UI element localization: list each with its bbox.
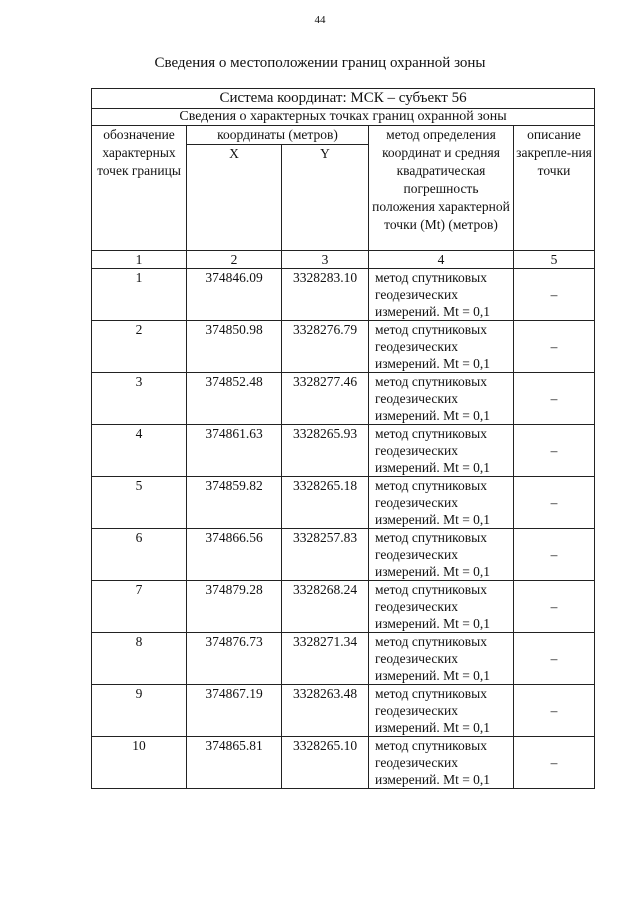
x-coordinate-cell: 374876.73 [187, 633, 282, 685]
y-coordinate-cell: 3328257.83 [282, 529, 369, 581]
column-number: 5 [514, 251, 595, 269]
x-coordinate-cell: 374867.19 [187, 685, 282, 737]
point-number-cell: 8 [92, 633, 187, 685]
y-coordinate-cell: 3328271.34 [282, 633, 369, 685]
column-number: 4 [369, 251, 514, 269]
point-number-cell: 2 [92, 321, 187, 373]
header-description: описание закрепле-ния точки [514, 126, 595, 251]
y-coordinate-cell: 3328283.10 [282, 269, 369, 321]
description-cell: – [514, 373, 595, 425]
header-x: X [187, 145, 282, 251]
x-coordinate-cell: 374859.82 [187, 477, 282, 529]
page-number: 44 [314, 14, 326, 26]
header-y: Y [282, 145, 369, 251]
point-number-cell: 6 [92, 529, 187, 581]
method-cell: метод спутниковых геодезических измерений. Mt = 0,1 [369, 685, 514, 737]
point-number-cell: 3 [92, 373, 187, 425]
method-cell: метод спутниковых геодезических измерений. Mt = 0,1 [369, 425, 514, 477]
table-row [92, 581, 595, 633]
y-coordinate-cell: 3328265.10 [282, 737, 369, 789]
x-coordinate-cell: 374866.56 [187, 529, 282, 581]
header-designation: обозначение характерных точек границы [92, 126, 187, 251]
description-cell: – [514, 737, 595, 789]
table-row [92, 477, 595, 529]
description-cell: – [514, 581, 595, 633]
x-coordinate-cell: 374852.48 [187, 373, 282, 425]
table-row [92, 321, 595, 373]
coordinate-system-label: Система координат: МСК – субъект 56 [92, 89, 595, 109]
y-coordinate-cell: 3328277.46 [282, 373, 369, 425]
method-cell: метод спутниковых геодезических измерений. Mt = 0,1 [369, 477, 514, 529]
method-cell: метод спутниковых геодезических измерений. Mt = 0,1 [369, 321, 514, 373]
point-number-cell: 10 [92, 737, 187, 789]
table-row [92, 373, 595, 425]
table-row [92, 529, 595, 581]
description-cell: – [514, 685, 595, 737]
description-cell: – [514, 529, 595, 581]
point-number-cell: 9 [92, 685, 187, 737]
method-cell: метод спутниковых геодезических измерений. Mt = 0,1 [369, 581, 514, 633]
y-coordinate-cell: 3328276.79 [282, 321, 369, 373]
method-cell: метод спутниковых геодезических измерений. Mt = 0,1 [369, 737, 514, 789]
y-coordinate-cell: 3328268.24 [282, 581, 369, 633]
table-row [92, 425, 595, 477]
x-coordinate-cell: 374846.09 [187, 269, 282, 321]
x-coordinate-cell: 374879.28 [187, 581, 282, 633]
header-coordinates: координаты (метров) [187, 126, 369, 145]
description-cell: – [514, 425, 595, 477]
x-coordinate-cell: 374850.98 [187, 321, 282, 373]
table-row [92, 685, 595, 737]
y-coordinate-cell: 3328265.18 [282, 477, 369, 529]
section-label: Сведения о характерных точках границ охранной зоны [92, 109, 595, 126]
y-coordinate-cell: 3328265.93 [282, 425, 369, 477]
table-row [92, 737, 595, 789]
table-row [92, 633, 595, 685]
y-coordinate-cell: 3328263.48 [282, 685, 369, 737]
method-cell: метод спутниковых геодезических измерений. Mt = 0,1 [369, 269, 514, 321]
document-title: Сведения о местоположении границ охранной зоны [154, 55, 486, 71]
column-number: 2 [187, 251, 282, 269]
description-cell: – [514, 321, 595, 373]
description-cell: – [514, 269, 595, 321]
description-cell: – [514, 633, 595, 685]
x-coordinate-cell: 374861.63 [187, 425, 282, 477]
method-cell: метод спутниковых геодезических измерений. Mt = 0,1 [369, 529, 514, 581]
column-number: 3 [282, 251, 369, 269]
point-number-cell: 5 [92, 477, 187, 529]
point-number-cell: 1 [92, 269, 187, 321]
method-cell: метод спутниковых геодезических измерений. Mt = 0,1 [369, 373, 514, 425]
boundary-points-table [91, 88, 595, 789]
table-row [92, 269, 595, 321]
point-number-cell: 7 [92, 581, 187, 633]
column-number: 1 [92, 251, 187, 269]
description-cell: – [514, 477, 595, 529]
method-cell: метод спутниковых геодезических измерений. Mt = 0,1 [369, 633, 514, 685]
point-number-cell: 4 [92, 425, 187, 477]
x-coordinate-cell: 374865.81 [187, 737, 282, 789]
header-method: метод определения координат и средняя квадратическая погрешность положения характерной точки (Mt) (метров) [369, 126, 514, 251]
